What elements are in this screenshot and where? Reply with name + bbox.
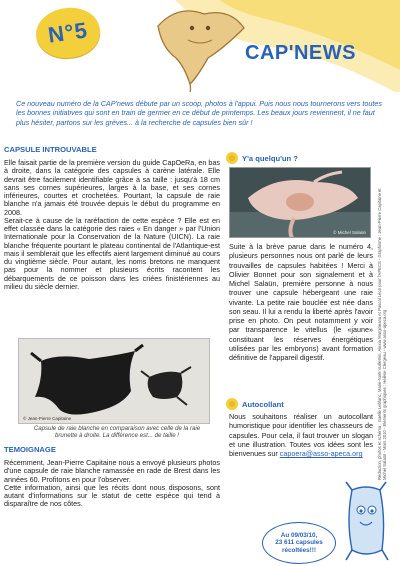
credits-text: Rédaction, photos et schéma : Gaëlle Leblanc, Marie-Noël Vuillemin, Alexia Margineanu et Pascal Léon pour l'APECS - Graphisme : Jean-Pierre Capitaine et Michel Salaün - Mars 2010 - Eléments graphiques : Hélène Clergeau - www.asso-apeca.org: [377, 188, 387, 480]
page-header: [0, 0, 400, 92]
autocollant-section: [226, 398, 376, 410]
capsule-mascot-illustration: [338, 480, 394, 564]
counter-line-1: Au 09/03/10,: [280, 531, 318, 539]
temoignage-section: [4, 445, 220, 509]
capsule-heading: CAPSULE INTROUVABLE: [4, 145, 97, 154]
capsule-illustration: [19, 339, 210, 424]
ray-photo-credit: © Michel Salaün: [333, 230, 366, 235]
capsule-photo-credit: © Jean-Pierre Capitaine: [23, 416, 72, 421]
quelquun-section: [226, 152, 386, 164]
temoignage-paragraph-1: Récemment, Jean-Pierre Capitaine nous a envoyé plusieurs photos d'une capsule de raie blanche ramassée en rade de Brest dans les années 60. Profitons en pour l'observer.: [4, 458, 220, 484]
quelquun-heading: Y'a quelqu'un ?: [242, 153, 298, 163]
capsule-counter-bubble: [262, 522, 336, 564]
autocollant-text: [229, 412, 373, 458]
star-icon: [226, 398, 238, 410]
capsule-paragraph-2: Serait-ce à cause de la raréfaction de cette espèce ? Elle est en effet classée dans la catégorie des raies « En danger » par l'Union Internationale pour la Conservation de la Nature (UICN). La raie blanche fréquente pourtant le plateau continental de l'Atlantique-est mais il semblerait que les effectifs aient largement diminué au cours du vingtième siècle. Pour autant, les noms bretons ne manquent pas pour la nommer et plusieurs écrits racontent les débarquements de ce poisson dans les criées finistériennes au milieu du siècle dernier.: [4, 215, 220, 291]
autocollant-heading: Autocollant: [242, 399, 284, 409]
star-icon: [226, 152, 238, 164]
ray-illustration: [158, 11, 244, 92]
autocollant-body: Nous souhaitons réaliser un autocollant humoristique pour identifier les chasseurs de capsules. Pour cela, il faut trouver un slogan et une illustration. Toutes vos idées sont les bienvenues sur: [229, 412, 373, 458]
temoignage-paragraph-2: Cette information, ainsi que les récits dont nous disposons, sont autant d'informations sur le statut de cette espèce qui tend à disparaître de nos côtes.: [4, 482, 220, 509]
capsule-caption: Capsule de raie blanche en comparaison avec celle de la raie brunette à droite. La différence est... de taille !: [33, 425, 201, 440]
counter-line-3: récoltées!!!: [282, 546, 316, 554]
autocollant-heading-row: [226, 398, 376, 410]
intro-text: Ce nouveau numéro de la CAP'news débute par un scoop, photos à l'appui. Puis nous nous tournerons vers toutes les bonnes initiatives qui sont en train de germer en ce début de printemps. Les beaux jours reviennent, il ne faut plus hésiter, partons sur les grèves... à la recherche de capsules bien sûr !: [16, 99, 382, 127]
capsule-section: [4, 145, 220, 291]
quelquun-text: Suite à la brève parue dans le numéro 4, plusieurs personnes nous ont parlé de leurs trouvailles de capsules habitées ! Merci à Olivier Bonnet pour son signalement et à Michel Salaün, première personne à nous trouver une capsule hébergeant une raie vivante. La petite raie bouclée est née dans son seau. Il lui a rendu la liberté après l'avoir prise en photo. On peut notamment y voir par transparence le vitellus (le «jaune» constituant les réserves énergétiques utilisées par les embryons) avant formation définitive de l'appareil digestif.: [229, 242, 373, 362]
baby-ray-illustration: [230, 168, 371, 238]
quelquun-heading-row: [226, 152, 386, 164]
temoignage-heading: TEMOIGNAGE: [4, 445, 56, 454]
issue-number: N°5: [46, 17, 90, 48]
counter-line-2: 23 611 capsules: [275, 539, 323, 547]
autocollant-email-link[interactable]: capoera@asso-apeca.org: [279, 449, 363, 458]
capsule-photo: [18, 338, 210, 424]
ray-photo: [229, 167, 371, 238]
page-title: CAP'NEWS: [245, 42, 356, 64]
capsule-paragraph-1: Elle faisait partie de la première version du guide CapOeRa, en bas à droite, dans la catégorie des capsules à carène latérale. Elle devrait être facilement identifiable grâce à sa taille : jusqu'à 18 cm sans ses cornes supérieures, larges à la base, et ses cornes inférieures, courtes et crochetées. Pourtant, la capsule de raie blanche n'a jamais été trouvée depuis le début du programme en 2008.: [4, 158, 220, 217]
